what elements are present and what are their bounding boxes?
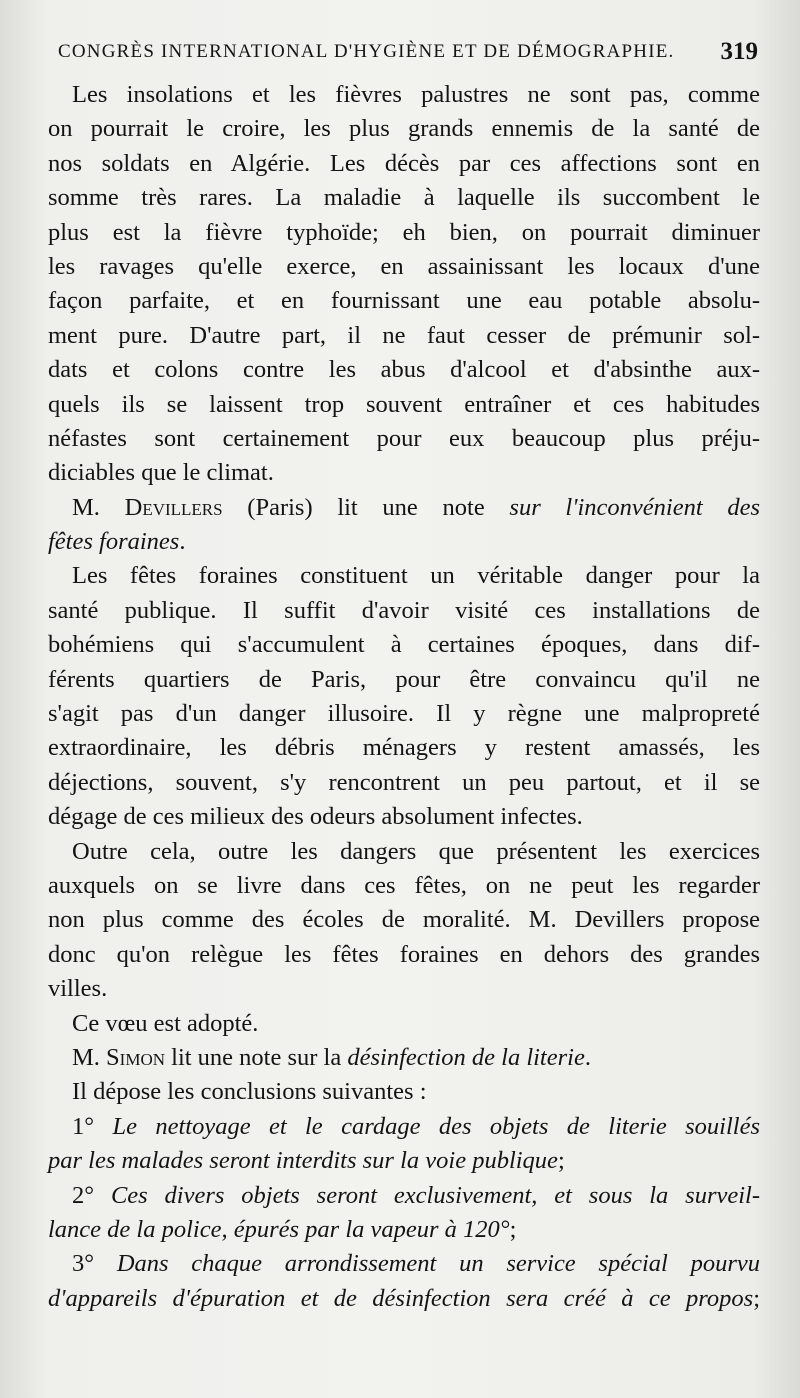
paragraph-moralite bbox=[48, 835, 760, 1007]
conclusion-text: par les malades seront interdits sur la voie publique bbox=[48, 1147, 558, 1175]
text-line: nos soldats en Algérie. Les décès par ces affections sont en bbox=[48, 149, 760, 177]
text-line: Les fêtes foraines constituent un véritable danger pour la bbox=[72, 562, 760, 590]
conclusion-text: Dans chaque arrondissement un service spécial pourvu bbox=[116, 1250, 760, 1278]
text-line bbox=[48, 1179, 760, 1213]
conclusion-text: d'appareils d'épuration et de désinfection sera créé à ce propos bbox=[48, 1284, 754, 1312]
text-line: donc qu'on relègue les fêtes foraines en dehors des grandes bbox=[48, 940, 760, 968]
text-line bbox=[48, 1110, 760, 1144]
text-line: villes. bbox=[48, 975, 108, 1003]
conclusion-number: 2° bbox=[72, 1181, 95, 1209]
text-line bbox=[48, 525, 760, 559]
text-line bbox=[48, 491, 760, 525]
note-title: fêtes foraines bbox=[48, 528, 180, 556]
running-title: CONGRÈS INTERNATIONAL D'HYGIÈNE ET DE DÉMOGRAPHIE. bbox=[58, 41, 675, 62]
conclusion-text: Le nettoyage et le cardage des objets de literie souillés bbox=[112, 1112, 761, 1140]
text-line: diciables que le climat. bbox=[48, 459, 274, 487]
note-title: sur l'inconvénient des bbox=[509, 493, 761, 521]
text-line: santé publique. Il suffit d'avoir visité ces installations de bbox=[48, 596, 760, 624]
text-line: Outre cela, outre les dangers que présentent les exercices bbox=[72, 837, 760, 865]
conclusion-text: lance de la police, épurés par la vapeur à 120° bbox=[48, 1215, 510, 1243]
text-line: quels ils se laissent trop souvent entraîner et ces habitudes bbox=[48, 390, 760, 418]
text-line: s'agit pas d'un danger illusoire. Il y règne une malpropreté bbox=[48, 700, 760, 728]
paragraph-simon bbox=[48, 1041, 760, 1075]
text-line bbox=[48, 1247, 760, 1281]
text-line: férents quartiers de Paris, pour être convaincu qu'il ne bbox=[48, 665, 760, 693]
text-line: déjections, souvent, s'y rencontrent un peu partout, et il se bbox=[48, 768, 760, 796]
text-line: dats et colons contre les abus d'alcool et d'absinthe aux- bbox=[48, 356, 760, 384]
text-line: Les insolations et les fièvres palustres ne sont pas, comme bbox=[72, 81, 760, 108]
text-line: somme très rares. La maladie à laquelle ils succombent le bbox=[48, 184, 760, 212]
page-number: 319 bbox=[720, 38, 758, 65]
note-title: désinfection de la literie bbox=[347, 1043, 585, 1071]
conclusion-text: Ces divers objets seront exclusivement, et sous la surveil- bbox=[110, 1181, 761, 1209]
text-line: on pourrait le croire, les plus grands ennemis de la santé de bbox=[48, 115, 760, 143]
text-line: auxquels on se livre dans ces fêtes, on ne peut les regarder bbox=[48, 871, 760, 899]
text-line: ment pure. D'autre part, il ne faut cesser de prémunir sol- bbox=[48, 321, 760, 349]
text-line: plus est la fièvre typhoïde; eh bien, on pourrait diminuer bbox=[48, 218, 760, 246]
text-line: dégage de ces milieux des odeurs absolument infectes. bbox=[48, 803, 583, 831]
paragraph-algerie bbox=[48, 78, 760, 491]
page-body bbox=[48, 78, 760, 1316]
text-line: non plus comme des écoles de moralité. M. Devillers propose bbox=[48, 906, 760, 934]
text-segment: . bbox=[584, 1043, 591, 1071]
paragraph-devillers bbox=[48, 491, 760, 560]
text-line: extraordinaire, les débris ménagers y restent amassés, les bbox=[48, 734, 760, 762]
paragraph-fetes-danger bbox=[48, 559, 760, 834]
text-segment: ; bbox=[753, 1284, 760, 1312]
text-segment: . bbox=[179, 528, 186, 556]
text-line: façon parfaite, et en fournissant une eau potable absolu- bbox=[48, 287, 760, 315]
text-segment: ; bbox=[557, 1147, 565, 1175]
speaker-name: Devillers bbox=[124, 493, 223, 521]
text-line bbox=[48, 1144, 760, 1178]
text-segment: (Paris) lit une note bbox=[222, 493, 510, 521]
text-line: les ravages qu'elle exerce, en assainissant les locaux d'une bbox=[48, 252, 760, 280]
text-segment: ; bbox=[509, 1215, 517, 1243]
text-segment: M. bbox=[72, 1043, 107, 1071]
paragraph-voeu: Ce vœu est adopté. bbox=[72, 1009, 259, 1037]
conclusion-2 bbox=[48, 1179, 760, 1248]
page-header bbox=[58, 36, 758, 68]
conclusion-3 bbox=[48, 1247, 760, 1316]
conclusion-number: 3° bbox=[72, 1250, 95, 1278]
speaker-name: Simon bbox=[106, 1043, 166, 1071]
text-segment: lit une note sur la bbox=[165, 1043, 348, 1071]
text-segment: M. bbox=[72, 493, 125, 521]
paragraph-depose: Il dépose les conclusions suivantes : bbox=[72, 1078, 427, 1106]
conclusion-number: 1° bbox=[72, 1112, 95, 1140]
text-line bbox=[48, 1213, 760, 1247]
text-line: néfastes sont certainement pour eux beaucoup plus préju- bbox=[48, 424, 760, 452]
text-line: bohémiens qui s'accumulent à certaines époques, dans dif- bbox=[48, 631, 760, 659]
text-line bbox=[48, 1282, 760, 1316]
conclusion-1 bbox=[48, 1110, 760, 1179]
